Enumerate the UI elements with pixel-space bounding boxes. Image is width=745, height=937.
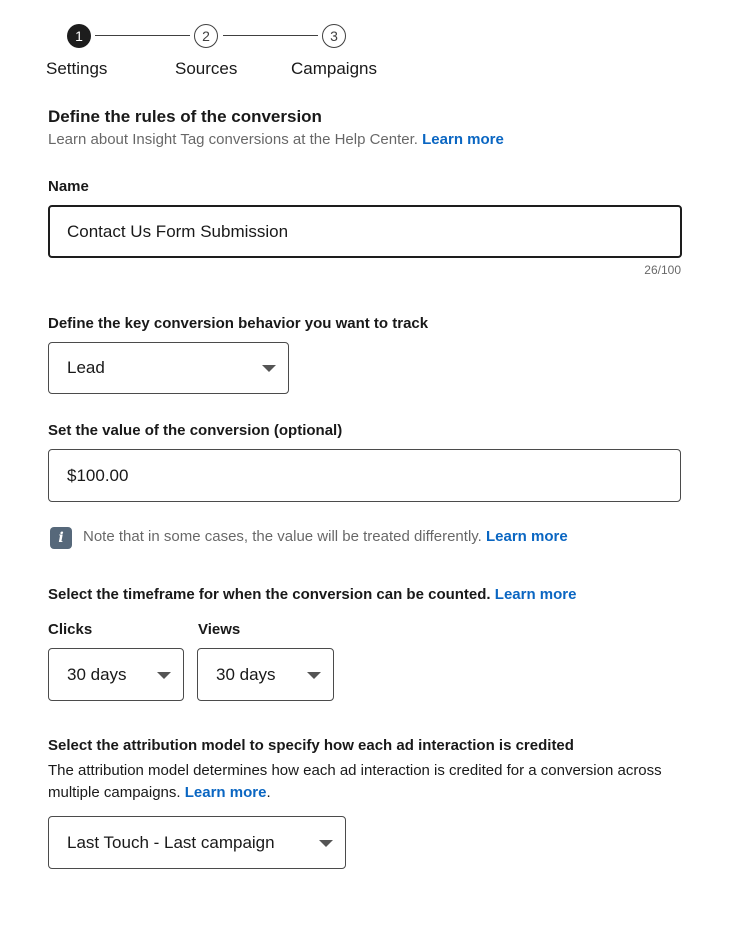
conversion-value-input[interactable] bbox=[48, 449, 681, 502]
name-label: Name bbox=[48, 178, 89, 195]
chevron-down-icon bbox=[262, 365, 276, 372]
step-2-label[interactable]: Sources bbox=[175, 59, 238, 78]
step-1-number: 1 bbox=[75, 28, 83, 44]
step-1-indicator[interactable] bbox=[67, 24, 91, 48]
conversion-behavior-label: Define the key conversion behavior you want to track bbox=[48, 315, 429, 332]
conversion-behavior-select[interactable] bbox=[48, 342, 289, 394]
attribution-model-value: Last Touch - Last campaign bbox=[67, 832, 275, 852]
attribution-description bbox=[48, 760, 688, 804]
step-2-number: 2 bbox=[202, 28, 210, 44]
help-center-description: Learn about Insight Tag conversions at the Help Center. bbox=[48, 131, 418, 148]
chevron-down-icon bbox=[157, 672, 171, 679]
views-window-value: 30 days bbox=[216, 664, 276, 684]
step-3-number: 3 bbox=[330, 28, 338, 44]
chevron-down-icon bbox=[307, 672, 321, 679]
chevron-down-icon bbox=[319, 840, 333, 847]
help-center-learn-more-link[interactable]: Learn more bbox=[422, 131, 504, 148]
info-icon: i bbox=[50, 527, 72, 549]
attribution-heading: Select the attribution model to specify how each ad interaction is credited bbox=[48, 737, 574, 754]
attribution-description-text: The attribution model determines how each ad interaction is credited for a conversion across multiple campaigns. bbox=[48, 762, 662, 801]
conversion-value-input-value: $100.00 bbox=[67, 465, 129, 485]
value-note-learn-more-link[interactable]: Learn more bbox=[486, 528, 568, 545]
step-connector-2 bbox=[223, 35, 318, 36]
timeframe-heading-text: Select the timeframe for when the conversion can be counted. bbox=[48, 586, 491, 603]
section-title: Define the rules of the conversion bbox=[48, 107, 322, 126]
clicks-window-value: 30 days bbox=[67, 664, 127, 684]
attribution-learn-more-link[interactable]: Learn more bbox=[184, 784, 267, 801]
timeframe-heading bbox=[48, 586, 576, 603]
name-character-counter: 26/100 bbox=[644, 263, 681, 277]
views-label: Views bbox=[198, 621, 241, 638]
attribution-model-select[interactable] bbox=[48, 816, 346, 869]
step-1-label[interactable]: Settings bbox=[46, 59, 108, 78]
help-center-text bbox=[48, 131, 504, 148]
value-note bbox=[83, 528, 568, 545]
name-input-value: Contact Us Form Submission bbox=[67, 221, 289, 241]
step-2-indicator[interactable] bbox=[194, 24, 218, 48]
step-3-indicator[interactable] bbox=[322, 24, 346, 48]
attribution-period: . bbox=[266, 784, 271, 801]
conversion-behavior-value: Lead bbox=[67, 358, 105, 377]
conversion-value-label: Set the value of the conversion (optional) bbox=[48, 422, 343, 439]
name-input[interactable] bbox=[48, 205, 682, 258]
step-3-label[interactable]: Campaigns bbox=[291, 59, 377, 78]
value-note-text: Note that in some cases, the value will be treated differently. bbox=[83, 528, 482, 545]
clicks-label: Clicks bbox=[48, 621, 93, 638]
views-window-select[interactable] bbox=[197, 648, 334, 701]
timeframe-learn-more-link[interactable]: Learn more bbox=[494, 586, 577, 603]
clicks-window-select[interactable] bbox=[48, 648, 184, 701]
step-connector-1 bbox=[95, 35, 190, 36]
